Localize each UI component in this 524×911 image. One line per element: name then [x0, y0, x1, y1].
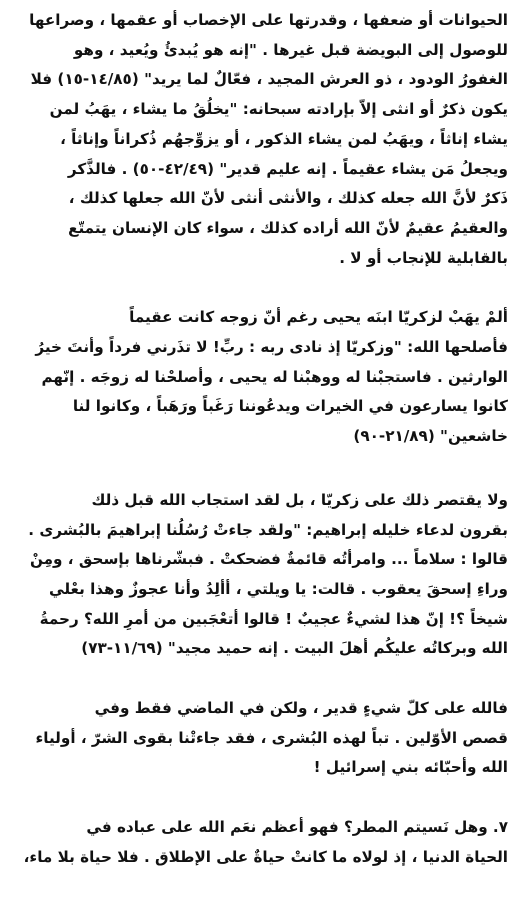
paragraph-2	[18, 303, 508, 452]
text-line: الله وأحبّائه بني إسرائيل !	[313, 758, 508, 777]
text-line: قصص الأوّلين . تباً لهذه البُشرى ، فقد جاءتْنا بقوى الشرّ ، أولياء	[35, 728, 508, 747]
text-line: بالقابلية للإنجاب أو لا .	[339, 248, 508, 267]
text-line: فأصلحها الله: "وزكريّا إذ نادى ربه : ربِّ! لا تذَرني فرداً وأنتَ خيرُ	[35, 338, 508, 357]
text-line: للوصول إلى البويضة قبل غيرها . "إنه هو يُبدئُ ويُعيد ، وهو	[73, 40, 508, 59]
text-line: ألمْ يهَبْ لزكريّا ابنَه يحيى رغم أنّ زوجه كانت عقيماً	[129, 308, 508, 327]
text-line: يشاء إناثاً ، ويهَبُ لمن يشاء الذكور ، أو يزوِّجهُم ذُكراناً وإناثاً ،	[60, 129, 508, 148]
text-line: ويجعلُ مَن يشاء عقيماً . إنه عليم قدير" (٤٢/٤٩-٥٠) . فالذَّكر	[67, 159, 508, 178]
paragraph-4	[18, 694, 508, 783]
text-line: يكون ذكرٌ أو انثى إلاّ بإرادته سبحانه: "يخلُقُ ما يشاء ، يهَبُ لمن	[49, 100, 508, 119]
paragraph-1	[18, 6, 508, 273]
text-line: قالوا : سلاماً ... وامرأتُه قائمةٌ فضحكتْ . فبشّرناها بإسحق ، ومِنْ	[29, 550, 508, 569]
text-line: ولا يقتصر ذلك على زكريّا ، بل لقد استجاب الله قبل ذلك	[91, 490, 508, 509]
document-page	[18, 6, 508, 873]
text-line: الحيوانات أو ضعفها ، وقدرتها على الإخصاب أو عقمها ، وصراعها	[29, 11, 508, 29]
text-line: الله وبركاتُه عليكُم أهلَ البيت . إنه حميد مجيد" (١١/٦٩-٧٣)	[81, 639, 508, 658]
text-line: والعقيمُ عقيمٌ لأنّ الله أراده كذلك ، سواء كان الإنسان يتمتّع	[68, 218, 508, 237]
text-line: شيخاً ؟! إنّ هذا لشيءٌ عجيبٌ ! قالوا أتعْجَبين من أمرِ الله؟ رحمةُ	[39, 609, 508, 628]
text-line: فالله على كلّ شيءٍ قدير ، ولكن في الماضي فقط وفي	[94, 699, 508, 718]
text-line: ذَكرٌ لأنَّ الله جعله كذلك ، والأنثى أنثى لأنّ الله جعلها كذلك ،	[68, 189, 508, 208]
text-line: خاشعين" (٢١/٨٩-٩٠)	[353, 427, 508, 446]
text-line: الغفورُ الودود ، ذو العرش المجيد ، فعّالٌ لما يريد" (١٤/٨٥-١٥) فلا	[30, 70, 508, 89]
text-line: بقرون لدعاء خليله إبراهيم: "ولقد جاءتْ رُسُلُنا إبراهيمَ بالبُشرى .	[28, 520, 508, 539]
paragraph-3	[18, 486, 508, 664]
text-line: كانوا يسارعون في الخيرات ويدعُوننا رَغَباً ورَهَباً ، وكانوا لنا	[72, 397, 508, 416]
paragraph-5	[18, 813, 508, 872]
text-line: الوارثين . فاستجبْنا له ووهبْنا له يحيى ، وأصلحْنا له زوجَه . إنّهم	[41, 367, 508, 386]
text-line: ٧. وهل نَسيتم المطر؟ فهو أعظم نعَم الله على عباده في	[86, 818, 508, 837]
text-line: وراءِ إسحقَ يعقوب . قالت: يا ويلتي ، أألِدُ وأنا عجوزٌ وهذا بعْلي	[48, 579, 508, 598]
text-line: الحياة الدنيا ، إذ لولاه ما كانتْ حياةٌ على الإطلاق . فلا حياة بلا ماء،	[23, 847, 508, 866]
